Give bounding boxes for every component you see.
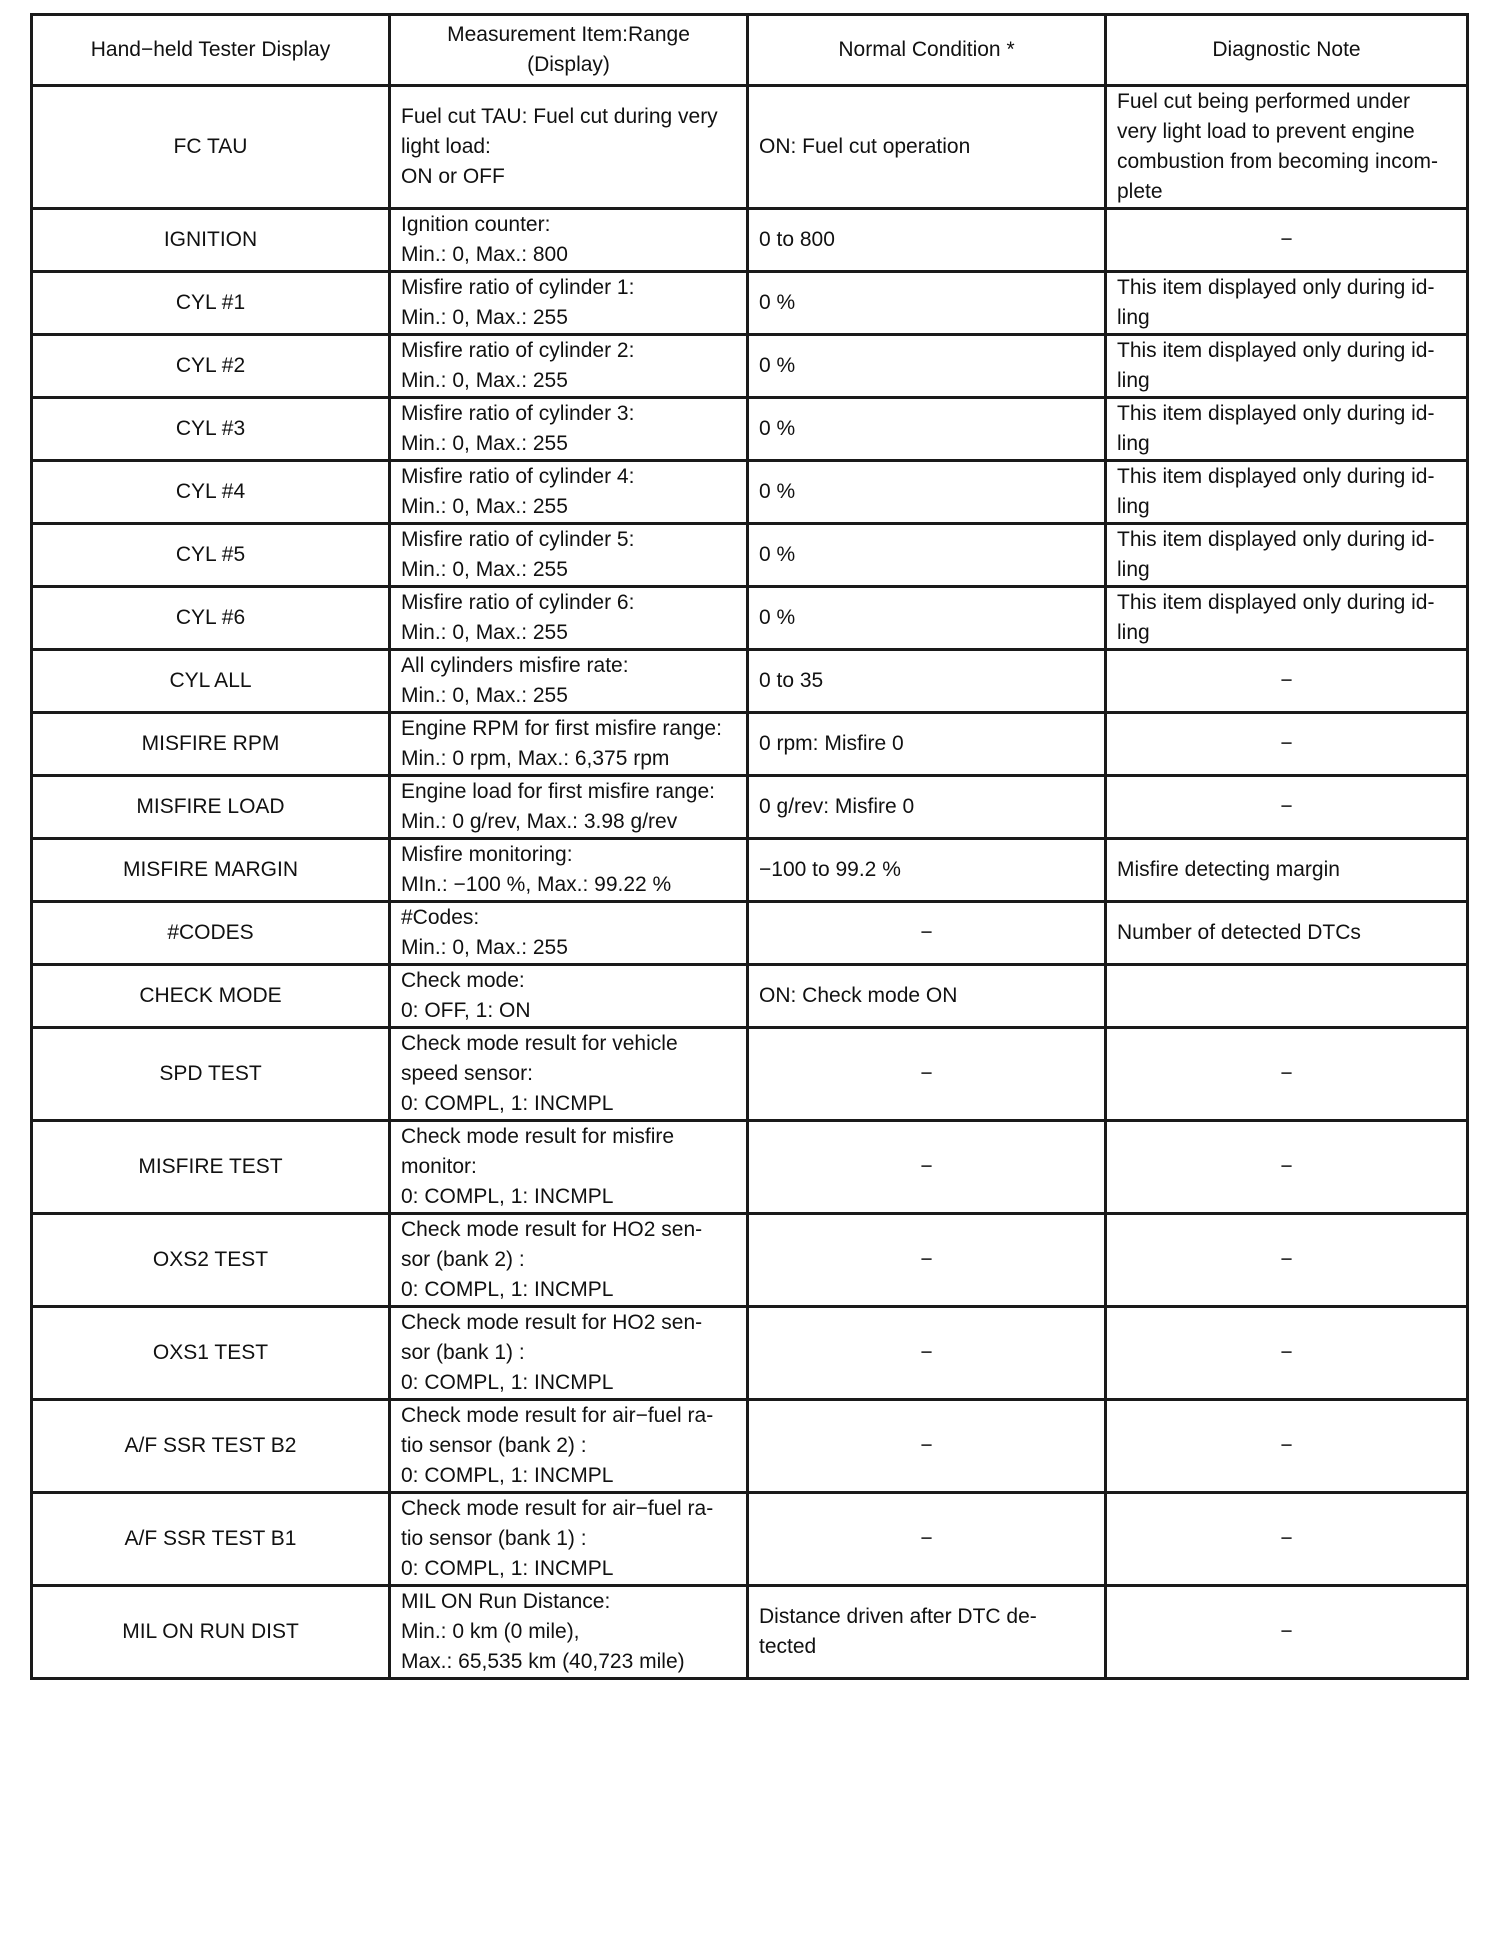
cell-measurement-line: Misfire ratio of cylinder 5: (401, 528, 635, 551)
cell-note-line: This item displayed only during id- (1117, 402, 1435, 425)
cell-note-line: − (1280, 1155, 1293, 1178)
cell-measurement-line: Ignition counter: (401, 213, 551, 236)
cell-display: CYL ALL (32, 650, 390, 713)
cell-measurement-line: 0: COMPL, 1: INCMPL (401, 1278, 614, 1301)
table-body (32, 86, 1468, 1679)
cell-display: #CODES (32, 902, 390, 965)
cell-display: SPD TEST (32, 1028, 390, 1121)
cell-note-line: − (1280, 795, 1293, 818)
cell-note-line: − (1280, 1527, 1293, 1550)
cell-note-line: This item displayed only during id- (1117, 591, 1435, 614)
cell-measurement-line: Check mode result for vehicle (401, 1032, 678, 1055)
cell-measurement (390, 1493, 748, 1586)
cell-note-line: ling (1117, 432, 1150, 455)
cell-note (1106, 524, 1468, 587)
cell-note (1106, 1214, 1468, 1307)
cell-measurement-line: ON or OFF (401, 165, 505, 188)
cell-normal-line: − (920, 921, 933, 944)
cell-measurement-line: Min.: 0 g/rev, Max.: 3.98 g/rev (401, 810, 678, 833)
cell-measurement (390, 461, 748, 524)
cell-measurement-line: monitor: (401, 1155, 477, 1178)
cell-note (1106, 86, 1468, 209)
cell-normal-line: 0 % (759, 606, 796, 629)
cell-note (1106, 650, 1468, 713)
cell-normal (748, 86, 1106, 209)
cell-measurement-line: Engine load for first misfire range: (401, 780, 715, 803)
cell-measurement (390, 1586, 748, 1679)
cell-measurement-line: Engine RPM for first misfire range: (401, 717, 722, 740)
cell-normal-line: 0 % (759, 480, 796, 503)
cell-normal (748, 1028, 1106, 1121)
cell-measurement-line: Misfire ratio of cylinder 4: (401, 465, 635, 488)
cell-measurement-line: Check mode: (401, 969, 525, 992)
header-display: Hand−held Tester Display (32, 15, 390, 86)
table-row (32, 461, 1468, 524)
cell-measurement-line: sor (bank 1) : (401, 1341, 525, 1364)
cell-measurement (390, 902, 748, 965)
header-note: Diagnostic Note (1106, 15, 1468, 86)
cell-note (1106, 1307, 1468, 1400)
cell-note (1106, 713, 1468, 776)
cell-measurement-line: Check mode result for air−fuel ra- (401, 1497, 714, 1520)
cell-note-line: ling (1117, 369, 1150, 392)
cell-display: MISFIRE RPM (32, 713, 390, 776)
data-list-table (30, 13, 1469, 1680)
cell-note-line: plete (1117, 180, 1163, 203)
table-row (32, 1028, 1468, 1121)
cell-display: IGNITION (32, 209, 390, 272)
cell-note (1106, 461, 1468, 524)
cell-measurement (390, 524, 748, 587)
cell-normal-line: 0 % (759, 291, 796, 314)
cell-note (1106, 1586, 1468, 1679)
table-row (32, 524, 1468, 587)
cell-display: CYL #6 (32, 587, 390, 650)
cell-note (1106, 587, 1468, 650)
cell-measurement-line: Min.: 0, Max.: 255 (401, 558, 568, 581)
table-row (32, 1400, 1468, 1493)
cell-normal-line: ON: Check mode ON (759, 984, 958, 1007)
cell-note (1106, 1121, 1468, 1214)
cell-normal-line: 0 to 800 (759, 228, 835, 251)
table-header (32, 15, 1468, 86)
table-row (32, 965, 1468, 1028)
cell-note (1106, 1400, 1468, 1493)
cell-measurement (390, 839, 748, 902)
cell-note (1106, 398, 1468, 461)
cell-note-line: − (1280, 1341, 1293, 1364)
table-row (32, 1121, 1468, 1214)
cell-measurement-line: MIn.: −100 %, Max.: 99.22 % (401, 873, 672, 896)
cell-normal-line: − (920, 1248, 933, 1271)
cell-display: CYL #1 (32, 272, 390, 335)
cell-measurement-line: speed sensor: (401, 1062, 533, 1085)
table-row (32, 839, 1468, 902)
cell-normal-line: − (920, 1341, 933, 1364)
cell-measurement-line: 0: COMPL, 1: INCMPL (401, 1557, 614, 1580)
cell-measurement (390, 1400, 748, 1493)
cell-normal (748, 1121, 1106, 1214)
cell-normal (748, 902, 1106, 965)
cell-normal-line: 0 g/rev: Misfire 0 (759, 795, 915, 818)
table-row (32, 209, 1468, 272)
cell-measurement-line: tio sensor (bank 2) : (401, 1434, 587, 1457)
cell-measurement-line: Min.: 0, Max.: 255 (401, 936, 568, 959)
cell-note-line: ling (1117, 306, 1150, 329)
cell-measurement (390, 1121, 748, 1214)
cell-note-line: combustion from becoming incom- (1117, 150, 1438, 173)
cell-normal-line: Distance driven after DTC de- (759, 1605, 1037, 1628)
cell-note (1106, 1493, 1468, 1586)
cell-measurement-line: Misfire ratio of cylinder 2: (401, 339, 635, 362)
cell-note-line: ling (1117, 621, 1150, 644)
cell-note-line: − (1280, 1248, 1293, 1271)
cell-normal (748, 524, 1106, 587)
cell-measurement-line: Check mode result for air−fuel ra- (401, 1404, 714, 1427)
cell-measurement-line: 0: OFF, 1: ON (401, 999, 531, 1022)
cell-normal-line: −100 to 99.2 % (759, 858, 901, 881)
table-row (32, 1307, 1468, 1400)
cell-normal-line: − (920, 1155, 933, 1178)
cell-note-line: − (1280, 1434, 1293, 1457)
cell-measurement-line: 0: COMPL, 1: INCMPL (401, 1092, 614, 1115)
cell-note-line: Misfire detecting margin (1117, 858, 1340, 881)
cell-measurement-line: Check mode result for HO2 sen- (401, 1311, 703, 1334)
cell-display: CYL #5 (32, 524, 390, 587)
cell-note-line: This item displayed only during id- (1117, 276, 1435, 299)
cell-display: CYL #3 (32, 398, 390, 461)
cell-note (1106, 209, 1468, 272)
cell-normal (748, 398, 1106, 461)
cell-normal (748, 713, 1106, 776)
cell-measurement-line: Min.: 0 rpm, Max.: 6,375 rpm (401, 747, 670, 770)
cell-note (1106, 965, 1468, 1028)
cell-display: OXS1 TEST (32, 1307, 390, 1400)
table-row (32, 398, 1468, 461)
cell-display: CYL #2 (32, 335, 390, 398)
cell-measurement (390, 86, 748, 209)
cell-note-line: − (1280, 1620, 1293, 1643)
cell-note (1106, 1028, 1468, 1121)
cell-measurement-line: Min.: 0, Max.: 255 (401, 306, 568, 329)
cell-normal (748, 1400, 1106, 1493)
cell-display: OXS2 TEST (32, 1214, 390, 1307)
table-row (32, 335, 1468, 398)
cell-normal-line: ON: Fuel cut operation (759, 135, 971, 158)
header-measurement-line: (Display) (527, 53, 610, 76)
cell-note-line: Number of detected DTCs (1117, 921, 1361, 944)
cell-normal (748, 587, 1106, 650)
cell-measurement-line: 0: COMPL, 1: INCMPL (401, 1185, 614, 1208)
cell-measurement (390, 1214, 748, 1307)
cell-normal (748, 1307, 1106, 1400)
cell-measurement-line: Fuel cut TAU: Fuel cut during very (401, 105, 718, 128)
cell-normal (748, 461, 1106, 524)
cell-note-line: This item displayed only during id- (1117, 465, 1435, 488)
table-row (32, 587, 1468, 650)
cell-measurement (390, 587, 748, 650)
cell-measurement-line: Misfire monitoring: (401, 843, 573, 866)
cell-normal (748, 1586, 1106, 1679)
cell-measurement (390, 713, 748, 776)
cell-normal (748, 839, 1106, 902)
cell-measurement-line: Max.: 65,535 km (40,723 mile) (401, 1650, 685, 1673)
table-row (32, 776, 1468, 839)
cell-note (1106, 335, 1468, 398)
cell-note-line: very light load to prevent engine (1117, 120, 1415, 143)
header-row (32, 15, 1468, 86)
table-row (32, 272, 1468, 335)
cell-display: CHECK MODE (32, 965, 390, 1028)
cell-measurement-line: Min.: 0, Max.: 255 (401, 621, 568, 644)
cell-measurement (390, 398, 748, 461)
cell-display: A/F SSR TEST B2 (32, 1400, 390, 1493)
cell-measurement-line: MIL ON Run Distance: (401, 1590, 611, 1613)
cell-note-line: Fuel cut being performed under (1117, 90, 1411, 113)
cell-normal (748, 776, 1106, 839)
table-row (32, 650, 1468, 713)
cell-normal (748, 272, 1106, 335)
cell-normal (748, 1214, 1106, 1307)
header-measurement (390, 15, 748, 86)
cell-measurement-line: Min.: 0, Max.: 800 (401, 243, 568, 266)
table-row (32, 1214, 1468, 1307)
cell-measurement-line: Min.: 0, Max.: 255 (401, 684, 568, 707)
cell-measurement (390, 272, 748, 335)
cell-display: CYL #4 (32, 461, 390, 524)
cell-note-line: This item displayed only during id- (1117, 339, 1435, 362)
cell-normal-line: 0 rpm: Misfire 0 (759, 732, 904, 755)
cell-normal-line: tected (759, 1635, 817, 1658)
cell-display: MIL ON RUN DIST (32, 1586, 390, 1679)
header-measurement-line: Measurement Item:Range (447, 23, 690, 46)
cell-note-line: − (1280, 669, 1293, 692)
cell-note (1106, 839, 1468, 902)
cell-display: FC TAU (32, 86, 390, 209)
cell-measurement (390, 335, 748, 398)
cell-note-line: This item displayed only during id- (1117, 528, 1435, 551)
cell-normal-line: − (920, 1434, 933, 1457)
cell-note (1106, 272, 1468, 335)
cell-measurement-line: Misfire ratio of cylinder 3: (401, 402, 635, 425)
cell-measurement-line: sor (bank 2) : (401, 1248, 525, 1271)
cell-note-line: − (1280, 228, 1293, 251)
cell-note-line: ling (1117, 495, 1150, 518)
cell-note-line: − (1280, 732, 1293, 755)
cell-measurement-line: Min.: 0 km (0 mile), (401, 1620, 580, 1643)
cell-measurement-line: Check mode result for HO2 sen- (401, 1218, 703, 1241)
cell-normal-line: − (920, 1527, 933, 1550)
cell-normal (748, 209, 1106, 272)
cell-display: A/F SSR TEST B1 (32, 1493, 390, 1586)
cell-measurement-line: Min.: 0, Max.: 255 (401, 369, 568, 392)
cell-measurement-line: Min.: 0, Max.: 255 (401, 495, 568, 518)
cell-display: MISFIRE LOAD (32, 776, 390, 839)
cell-measurement-line: #Codes: (401, 906, 480, 929)
table-row (32, 86, 1468, 209)
table-row (32, 1586, 1468, 1679)
cell-measurement (390, 965, 748, 1028)
table-row (32, 713, 1468, 776)
cell-note (1106, 776, 1468, 839)
cell-display: MISFIRE MARGIN (32, 839, 390, 902)
cell-measurement-line: light load: (401, 135, 491, 158)
cell-measurement-line: Check mode result for misfire (401, 1125, 675, 1148)
cell-measurement-line: Misfire ratio of cylinder 1: (401, 276, 635, 299)
cell-measurement (390, 776, 748, 839)
cell-measurement-line: 0: COMPL, 1: INCMPL (401, 1464, 614, 1487)
table-row (32, 1493, 1468, 1586)
cell-normal-line: 0 % (759, 354, 796, 377)
cell-note-line: ling (1117, 558, 1150, 581)
cell-note (1106, 902, 1468, 965)
table-row (32, 902, 1468, 965)
cell-measurement-line: Min.: 0, Max.: 255 (401, 432, 568, 455)
cell-measurement (390, 1028, 748, 1121)
cell-normal-line: 0 % (759, 417, 796, 440)
cell-normal-line: 0 % (759, 543, 796, 566)
cell-measurement (390, 209, 748, 272)
cell-normal (748, 965, 1106, 1028)
cell-measurement-line: All cylinders misfire rate: (401, 654, 629, 677)
cell-normal-line: 0 to 35 (759, 669, 824, 692)
header-normal: Normal Condition * (748, 15, 1106, 86)
cell-measurement (390, 650, 748, 713)
cell-measurement-line: Misfire ratio of cylinder 6: (401, 591, 635, 614)
cell-normal (748, 1493, 1106, 1586)
cell-note-line: − (1280, 1062, 1293, 1085)
cell-normal-line: − (920, 1062, 933, 1085)
cell-display: MISFIRE TEST (32, 1121, 390, 1214)
cell-normal (748, 335, 1106, 398)
cell-measurement-line: 0: COMPL, 1: INCMPL (401, 1371, 614, 1394)
cell-normal (748, 650, 1106, 713)
cell-measurement (390, 1307, 748, 1400)
cell-measurement-line: tio sensor (bank 1) : (401, 1527, 587, 1550)
